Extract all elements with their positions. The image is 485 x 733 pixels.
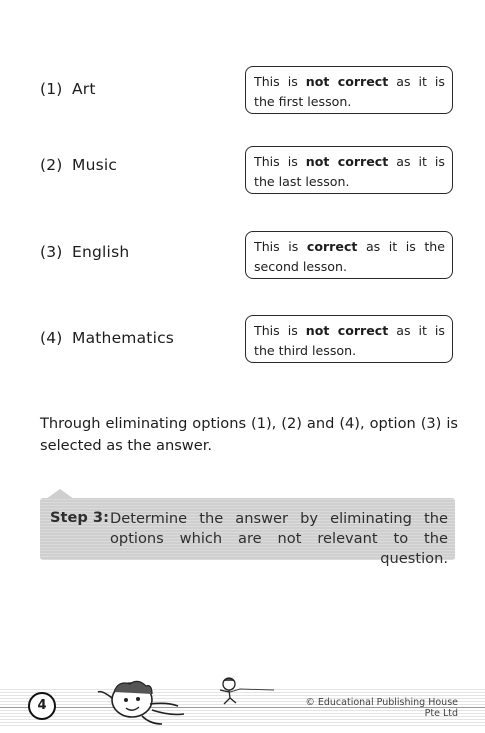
explanation-text: This is — [254, 154, 306, 169]
explanation-verdict: not correct — [305, 74, 389, 89]
option-1 — [40, 80, 96, 98]
option-label: Art — [72, 80, 96, 98]
option-number: (4) — [40, 329, 63, 347]
step-callout — [40, 498, 455, 567]
explanation-text: as it is the first lesson. — [254, 74, 445, 109]
explanation-text: as it is the second lesson. — [254, 239, 445, 274]
explanation-verdict: correct — [306, 239, 358, 254]
conclusion-paragraph: Through eliminating options (1), (2) and (4), option (3) is selected as the answer. — [40, 415, 458, 454]
step-label: Step 3: — [50, 509, 109, 526]
option-number: (1) — [40, 80, 63, 98]
explanation-box-1 — [245, 66, 453, 114]
page-number: 4 — [28, 692, 56, 720]
explanation-verdict: not correct — [305, 154, 389, 169]
option-label: Mathematics — [72, 329, 175, 347]
option-3 — [40, 243, 129, 261]
explanation-text: as it is the third lesson. — [254, 323, 445, 358]
explanation-text: This is — [254, 323, 306, 338]
explanation-text: as it is the last lesson. — [254, 154, 445, 189]
explanation-text: This is — [254, 239, 307, 254]
explanation-box-2 — [245, 146, 453, 194]
option-label: English — [72, 243, 130, 261]
option-number: (2) — [40, 156, 63, 174]
explanation-text: This is — [254, 74, 306, 89]
step-text: Determine the answer by eliminating the options which are not relevant to the question. — [110, 510, 448, 567]
explanation-box-4 — [245, 315, 453, 363]
option-number: (3) — [40, 243, 63, 261]
small-runner-illustration — [216, 676, 276, 706]
explanation-box-3 — [245, 231, 453, 279]
explanation-verdict: not correct — [305, 323, 389, 338]
option-label: Music — [72, 156, 118, 174]
running-child-illustration — [92, 676, 197, 728]
option-2 — [40, 156, 117, 174]
option-4 — [40, 329, 174, 347]
copyright-notice: © Educational Publishing House Pte Ltd — [305, 697, 458, 719]
